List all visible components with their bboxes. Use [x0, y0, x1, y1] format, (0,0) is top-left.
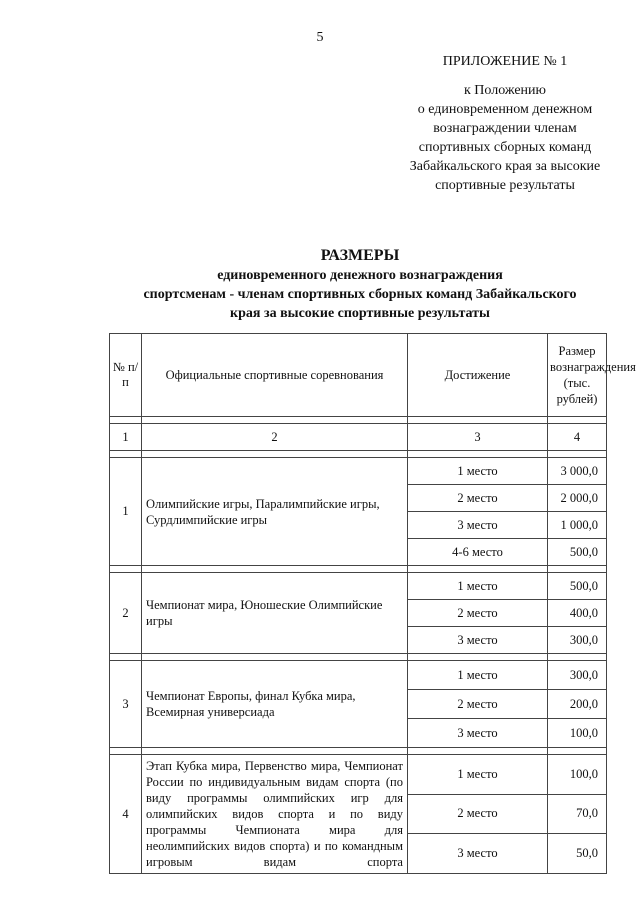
column-number-row — [110, 424, 607, 451]
amount-cell: 70,0 — [548, 794, 607, 834]
achievement-cell: 2 место — [408, 794, 548, 834]
amount-cell: 100,0 — [548, 755, 607, 795]
achievement-cell: 3 место — [408, 627, 548, 654]
appendix-line: о единовременном денежном — [417, 102, 593, 117]
amount-cell: 100,0 — [548, 719, 607, 748]
competition-name: Олимпийские игры, Паралимпийские игры, Сурдлимпийские игры — [142, 458, 408, 566]
achievement-cell: 1 место — [408, 661, 548, 690]
achievement-cell: 3 место — [408, 834, 548, 874]
achievement-cell: 2 место — [408, 485, 548, 512]
table-header-row — [110, 334, 607, 417]
heading-line: края за высокие спортивные результаты — [230, 306, 490, 321]
appendix-line: спортивных сборных команд — [418, 140, 592, 155]
header-amount-text: Размер вознаграждения (тыс. рублей) — [550, 344, 636, 406]
header-amount — [548, 334, 636, 417]
table-row — [110, 661, 607, 690]
achievement-cell: 3 место — [408, 719, 548, 748]
amount-cell: 500,0 — [548, 539, 607, 566]
row-number: 4 — [110, 755, 142, 874]
table-separator — [110, 748, 607, 755]
table-row — [110, 755, 607, 795]
amount-cell: 200,0 — [548, 690, 607, 719]
row-number: 1 — [110, 458, 142, 566]
column-number: 1 — [110, 424, 142, 451]
table-separator — [110, 566, 607, 573]
header-num: № п/п — [110, 334, 142, 417]
appendix-line: к Положению — [463, 83, 546, 98]
amount-cell: 300,0 — [548, 661, 607, 690]
row-number: 3 — [110, 661, 142, 748]
appendix-line: Забайкальского края за высокие — [409, 159, 601, 174]
achievement-cell: 1 место — [408, 755, 548, 795]
achievement-cell: 4-6 место — [408, 539, 548, 566]
row-number: 2 — [110, 573, 142, 654]
column-number: 3 — [408, 424, 548, 451]
competition-name: Чемпионат Европы, финал Кубка мира, Всемирная универсиада — [142, 661, 408, 748]
page-number: 5 — [316, 30, 324, 45]
document-heading — [100, 246, 620, 323]
heading-line: спортсменам - членам спортивных сборных команд Забайкальского — [143, 287, 577, 302]
appendix-line: спортивные результаты — [435, 178, 575, 193]
amount-cell: 2 000,0 — [548, 485, 607, 512]
table-separator — [110, 654, 607, 661]
achievement-cell: 1 место — [408, 458, 548, 485]
achievement-cell: 2 место — [408, 690, 548, 719]
heading-title: РАЗМЕРЫ — [320, 247, 400, 264]
amount-cell: 400,0 — [548, 600, 607, 627]
amount-cell: 500,0 — [548, 573, 607, 600]
heading-line: единовременного денежного вознаграждения — [217, 268, 503, 283]
header-competitions: Официальные спортивные соревнования — [142, 334, 408, 417]
appendix-block — [395, 52, 615, 195]
amount-cell: 300,0 — [548, 627, 607, 654]
achievement-cell: 1 место — [408, 573, 548, 600]
competition-name: Чемпионат мира, Юношеские Олимпийские игры — [142, 573, 408, 654]
appendix-line: вознаграждении членам — [433, 121, 577, 136]
amount-cell: 50,0 — [548, 834, 607, 874]
table-row — [110, 458, 607, 485]
achievement-cell: 2 место — [408, 600, 548, 627]
amount-cell: 1 000,0 — [548, 512, 607, 539]
column-number: 4 — [548, 424, 607, 451]
achievement-cell: 3 место — [408, 512, 548, 539]
awards-table — [109, 333, 636, 874]
table-separator — [110, 451, 607, 458]
competition-name: Этап Кубка мира, Первенство мира, Чемпионат России по индивидуальным видам спорта (по виду программы олимпийских игр для олимпийских видов спорта и по виду программы Чемпионата мира для неолимпийских видов спорта) и по командным игровым видам спорта — [142, 755, 408, 874]
table-separator — [110, 417, 607, 424]
column-number: 2 — [142, 424, 408, 451]
table-row — [110, 573, 607, 600]
amount-cell: 3 000,0 — [548, 458, 607, 485]
header-achievement: Достижение — [408, 334, 548, 417]
appendix-title: ПРИЛОЖЕНИЕ № 1 — [442, 54, 568, 69]
